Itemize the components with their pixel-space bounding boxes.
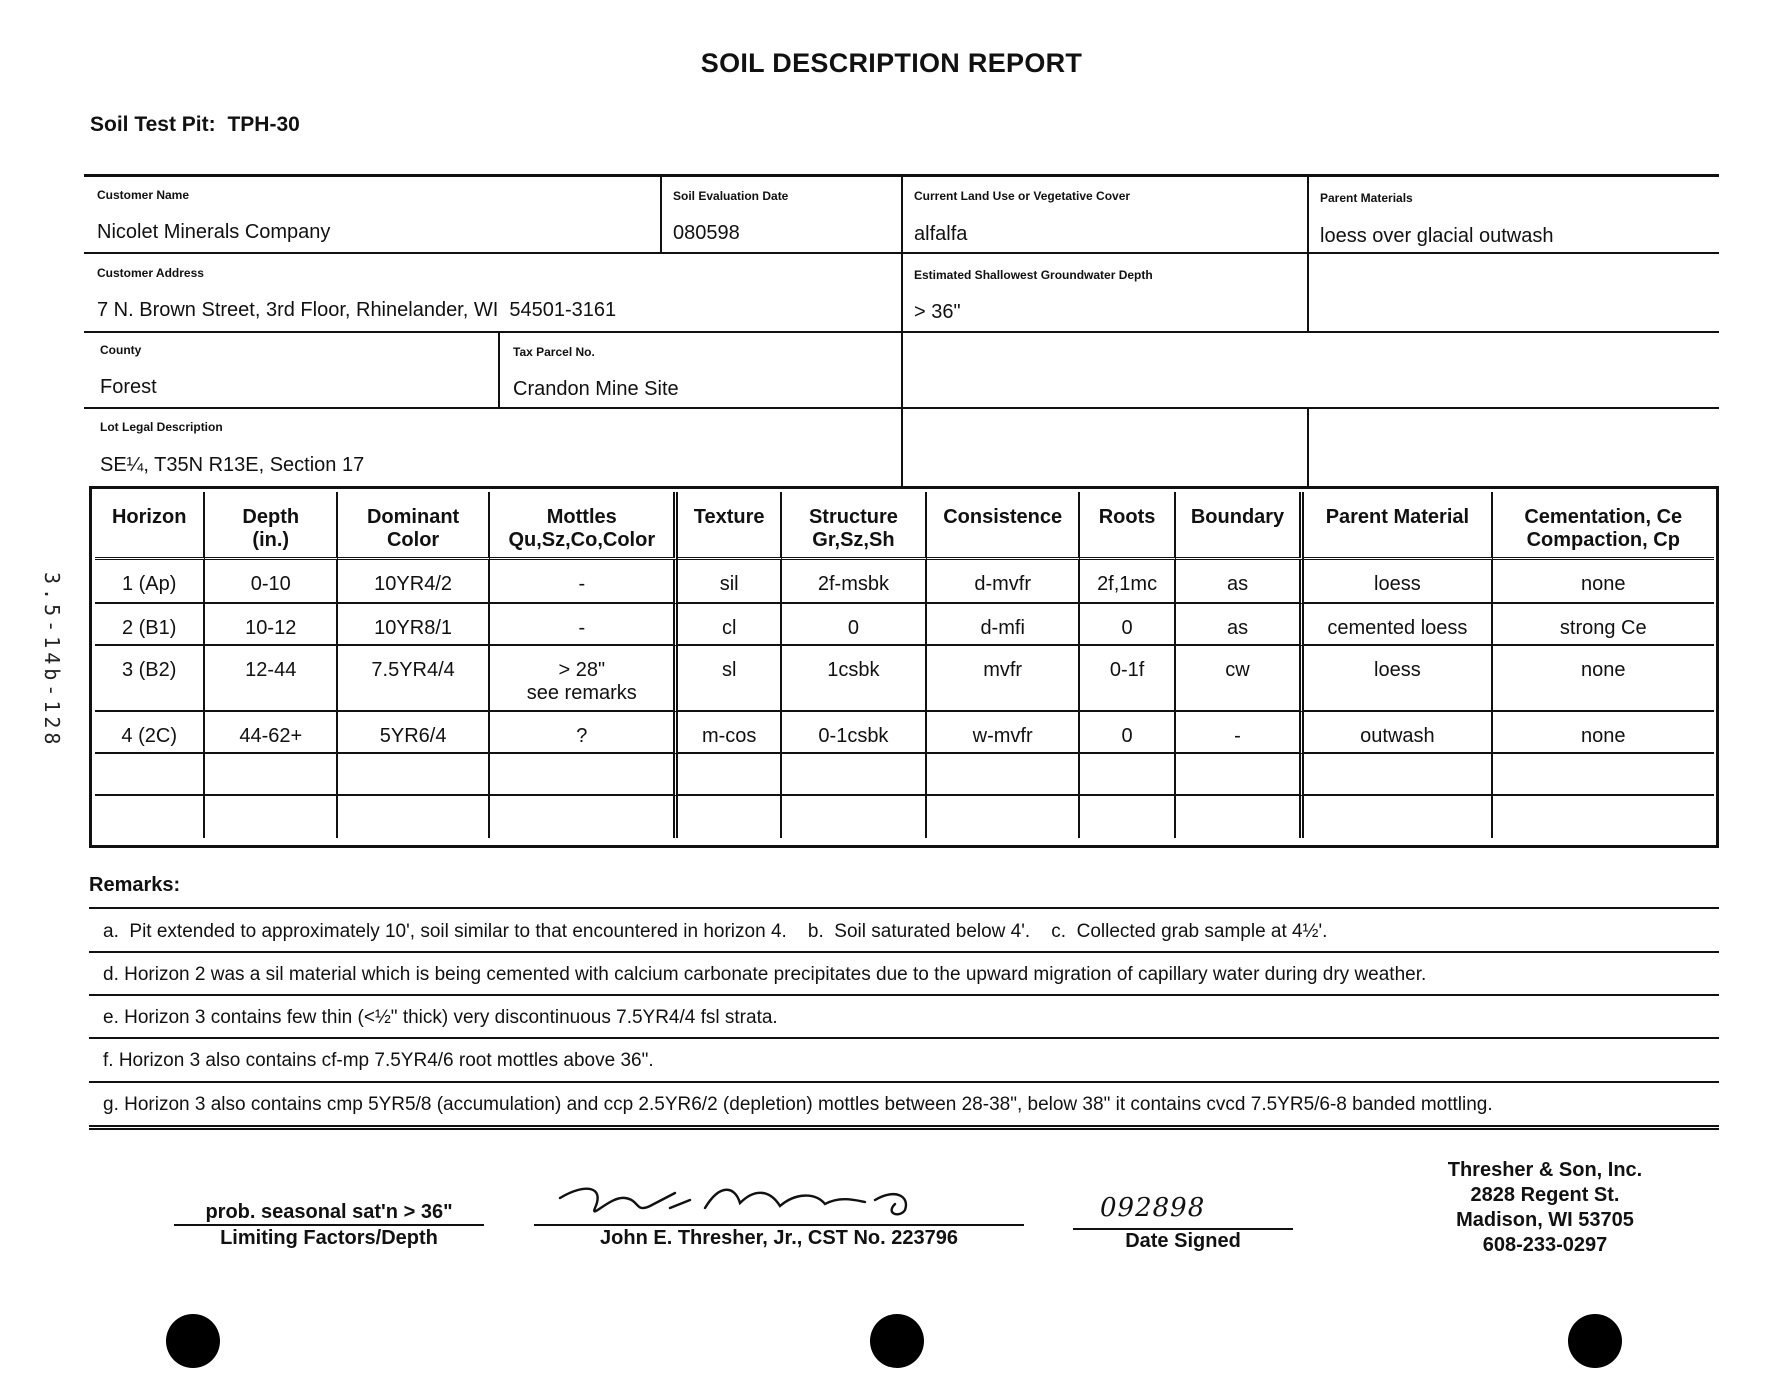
remarks-line-3 xyxy=(89,1037,1719,1039)
column-header-line: Texture xyxy=(693,506,765,528)
table-cell xyxy=(490,646,678,712)
cell-line: 2 (B1) xyxy=(121,617,177,639)
column-header-line: Boundary xyxy=(1190,506,1285,528)
soil-test-pit-value: TPH-30 xyxy=(227,113,300,136)
column-header-line: Gr,Sz,Sh xyxy=(812,529,895,551)
cell-line: 1 (Ap) xyxy=(121,573,177,595)
cell-line: 10-12 xyxy=(245,617,297,639)
table-cell xyxy=(782,604,927,646)
table-row xyxy=(95,604,1714,646)
cell-line: d-mfi xyxy=(980,617,1025,639)
table-cell xyxy=(490,604,678,646)
table-cell xyxy=(95,712,205,754)
table-cell xyxy=(205,604,338,646)
table-row xyxy=(95,712,1714,754)
lot-legal-value: SE¼, T35N R13E, Section 17 xyxy=(100,454,365,476)
column-header xyxy=(1176,492,1304,560)
cell-line: cemented loess xyxy=(1327,617,1468,639)
cell-line: - xyxy=(578,617,586,639)
table-cell xyxy=(95,604,205,646)
cell-line: 2f,1mc xyxy=(1097,573,1158,595)
cell-line: - xyxy=(578,573,586,595)
table-cell xyxy=(205,796,338,838)
tax-parcel-value: Crandon Mine Site xyxy=(513,378,679,400)
table-row xyxy=(95,754,1714,796)
lot-legal-label: Lot Legal Description xyxy=(100,420,223,434)
customer-address-value: 7 N. Brown Street, 3rd Floor, Rhinelander, WI 54501-3161 xyxy=(97,299,617,321)
table-row xyxy=(95,796,1714,838)
column-header-line: Depth xyxy=(242,506,300,528)
table-cell xyxy=(927,560,1080,604)
header-col-divider-5 xyxy=(498,331,500,407)
cell-line: cw xyxy=(1225,659,1250,681)
table-cell xyxy=(1493,754,1714,796)
table-cell xyxy=(338,604,490,646)
table-cell xyxy=(678,560,781,604)
parent-materials-label: Parent Materials xyxy=(1320,191,1413,205)
table-cell xyxy=(1176,604,1304,646)
table-cell xyxy=(927,712,1080,754)
table-cell xyxy=(927,796,1080,838)
remark-f: f. Horizon 3 also contains cf-mp 7.5YR4/6 root mottles above 36". xyxy=(103,1050,654,1071)
table-cell xyxy=(338,754,490,796)
cell-line: - xyxy=(1234,725,1241,747)
table-cell xyxy=(678,796,781,838)
header-col-divider-4 xyxy=(1307,407,1309,486)
table-cell xyxy=(1080,560,1175,604)
groundwater-depth-value: > 36" xyxy=(914,301,961,323)
column-header-line: Structure xyxy=(808,506,898,528)
cell-line: 0 xyxy=(847,617,859,639)
cell-line: 0-10 xyxy=(250,573,291,595)
table-cell xyxy=(678,754,781,796)
table-row xyxy=(95,560,1714,604)
county-value: Forest xyxy=(100,376,157,398)
table-cell xyxy=(782,560,927,604)
cell-line: m-cos xyxy=(701,725,757,747)
table-cell xyxy=(1493,796,1714,838)
table-cell xyxy=(1304,796,1492,838)
remarks-line-top xyxy=(89,907,1719,909)
remarks-heading: Remarks: xyxy=(89,874,181,896)
company-block xyxy=(1385,1158,1705,1258)
cell-line: 0-1csbk xyxy=(818,725,889,747)
signature-line xyxy=(534,1224,1024,1226)
cell-line: 10YR8/1 xyxy=(374,617,453,639)
table-cell xyxy=(338,712,490,754)
cell-line: sl xyxy=(721,659,737,681)
table-cell xyxy=(678,646,781,712)
table-cell xyxy=(95,560,205,604)
header-col-divider-3 xyxy=(1307,174,1309,331)
table-cell xyxy=(1176,754,1304,796)
cell-line: loess xyxy=(1374,659,1421,681)
cell-line: loess xyxy=(1374,573,1421,595)
cell-line: 0 xyxy=(1121,725,1133,747)
soil-test-pit-label: Soil Test Pit: xyxy=(90,113,216,136)
column-header xyxy=(1304,492,1492,560)
table-cell xyxy=(1176,712,1304,754)
cell-line: 1csbk xyxy=(827,659,880,681)
column-header-line: Mottles xyxy=(546,506,617,528)
limiting-factors-value: prob. seasonal sat'n > 36" xyxy=(205,1201,453,1223)
column-header-line: Roots xyxy=(1098,506,1156,528)
cell-line: 0-1f xyxy=(1109,659,1145,681)
cell-line: sil xyxy=(719,573,739,595)
table-cell xyxy=(205,712,338,754)
column-header-line: Parent Material xyxy=(1325,506,1470,528)
column-header-line: Qu,Sz,Co,Color xyxy=(508,529,656,551)
column-header-line: (in.) xyxy=(252,529,290,551)
column-header-line: Horizon xyxy=(111,506,187,528)
cell-line: 7.5YR4/4 xyxy=(371,659,455,681)
side-stamp: 3.5-14b-128 xyxy=(40,572,64,749)
table-cell xyxy=(338,796,490,838)
cell-line: 5YR6/4 xyxy=(379,725,447,747)
table-cell xyxy=(927,646,1080,712)
table-cell xyxy=(1080,754,1175,796)
column-header xyxy=(678,492,781,560)
table-cell xyxy=(95,754,205,796)
county-label: County xyxy=(100,343,142,357)
company-name: Thresher & Son, Inc. xyxy=(1447,1159,1643,1181)
cell-line: mvfr xyxy=(983,659,1023,681)
soil-evaluation-date-value: 080598 xyxy=(673,222,740,244)
customer-address-label: Customer Address xyxy=(97,266,204,280)
horizons-table xyxy=(95,492,1714,838)
table-cell xyxy=(95,646,205,712)
cell-line: 3 (B2) xyxy=(121,659,177,681)
column-header xyxy=(1080,492,1175,560)
table-cell xyxy=(1080,712,1175,754)
cell-line: 44-62+ xyxy=(239,725,303,747)
cell-line: as xyxy=(1226,617,1249,639)
column-header xyxy=(338,492,490,560)
table-cell xyxy=(1304,560,1492,604)
signature-scribble xyxy=(555,1178,975,1228)
groundwater-depth-label: Estimated Shallowest Groundwater Depth xyxy=(914,268,1153,282)
cell-line: 2f-msbk xyxy=(817,573,889,595)
table-cell xyxy=(490,712,678,754)
remarks-line-1 xyxy=(89,951,1719,953)
table-cell xyxy=(1304,604,1492,646)
column-header-line: Color xyxy=(386,529,440,551)
remark-g: g. Horizon 3 also contains cmp 5YR5/8 (accumulation) and ccp 2.5YR6/2 (depletion) mottles between 28-38", below 38" it contains cvcd 7.5YR5/6-8 banded mottling. xyxy=(103,1094,1493,1115)
company-phone: 608-233-0297 xyxy=(1482,1234,1608,1256)
table-cell xyxy=(490,754,678,796)
table-cell xyxy=(490,560,678,604)
column-header-line: Consistence xyxy=(943,506,1063,528)
table-cell xyxy=(1080,604,1175,646)
remarks-line-2 xyxy=(89,994,1719,996)
cell-line: 10YR4/2 xyxy=(374,573,453,595)
table-cell xyxy=(1493,560,1714,604)
cell-line: d-mvfr xyxy=(974,573,1031,595)
table-cell xyxy=(205,560,338,604)
column-header xyxy=(490,492,678,560)
cell-line: none xyxy=(1581,725,1626,747)
date-signed-label: Date Signed xyxy=(1125,1230,1241,1252)
date-signed-value: 092898 xyxy=(1100,1193,1206,1223)
table-cell xyxy=(782,796,927,838)
table-cell xyxy=(205,754,338,796)
table-cell xyxy=(1493,604,1714,646)
header-col-divider-1 xyxy=(660,174,662,252)
table-cell xyxy=(95,796,205,838)
column-header-line: Compaction, Cp xyxy=(1526,529,1680,551)
remark-e: e. Horizon 3 contains few thin (<½" thick) very discontinuous 7.5YR4/4 fsl strata. xyxy=(103,1007,778,1028)
column-header xyxy=(927,492,1080,560)
column-header xyxy=(782,492,927,560)
column-header-line: Cementation, Ce xyxy=(1524,506,1683,528)
header-col-divider-2 xyxy=(901,174,903,486)
table-cell xyxy=(1080,796,1175,838)
table-cell xyxy=(338,560,490,604)
customer-name-value: Nicolet Minerals Company xyxy=(97,221,331,243)
remarks-line-4 xyxy=(89,1081,1719,1083)
land-use-label: Current Land Use or Vegetative Cover xyxy=(914,189,1131,203)
cell-line: 12-44 xyxy=(245,659,297,681)
column-header xyxy=(95,492,205,560)
cell-line: as xyxy=(1226,573,1249,595)
punch-hole-center xyxy=(870,1314,924,1368)
tax-parcel-label: Tax Parcel No. xyxy=(513,345,595,359)
table-cell xyxy=(1304,712,1492,754)
table-cell xyxy=(927,754,1080,796)
page-title: SOIL DESCRIPTION REPORT xyxy=(700,48,1083,78)
limiting-factors-line xyxy=(174,1224,484,1226)
table-cell xyxy=(1176,560,1304,604)
table-cell xyxy=(678,712,781,754)
table-cell xyxy=(338,646,490,712)
table-cell xyxy=(1493,646,1714,712)
cell-line: cl xyxy=(721,617,737,639)
column-header xyxy=(205,492,338,560)
punch-hole-right xyxy=(1568,1314,1622,1368)
table-cell xyxy=(1176,796,1304,838)
table-cell xyxy=(490,796,678,838)
cell-line: 0 xyxy=(1121,617,1133,639)
table-cell xyxy=(678,604,781,646)
cell-line: none xyxy=(1581,573,1626,595)
table-cell xyxy=(782,646,927,712)
cell-line: see remarks xyxy=(526,682,637,704)
table-cell xyxy=(1080,646,1175,712)
table-cell xyxy=(1304,646,1492,712)
table-cell xyxy=(1304,754,1492,796)
punch-hole-left xyxy=(166,1314,220,1368)
table-cell xyxy=(205,646,338,712)
table-cell xyxy=(1176,646,1304,712)
soil-test-pit xyxy=(84,113,300,137)
remark-a: a. Pit extended to approximately 10', soil similar to that encountered in horizon 4. b. Soil saturated below 4'. c. Collected grab sample at 4½'. xyxy=(103,921,1328,942)
column-header-line: Dominant xyxy=(366,506,460,528)
cell-line: 4 (2C) xyxy=(121,725,177,747)
column-header xyxy=(1493,492,1714,560)
cell-line: none xyxy=(1581,659,1626,681)
remark-d: d. Horizon 2 was a sil material which is being cemented with calcium carbonate precipitates due to the upward migration of capillary water during dry weather. xyxy=(103,964,1427,985)
parent-materials-value: loess over glacial outwash xyxy=(1320,225,1554,247)
cell-line: > 28" xyxy=(558,659,606,681)
table-cell xyxy=(782,754,927,796)
cell-line: w-mvfr xyxy=(972,725,1033,747)
signer-name: John E. Thresher, Jr., CST No. 223796 xyxy=(600,1227,958,1249)
cell-line: outwash xyxy=(1360,725,1435,747)
cell-line: ? xyxy=(576,725,588,747)
company-street: 2828 Regent St. xyxy=(1470,1184,1620,1206)
table-cell xyxy=(927,604,1080,646)
table-cell xyxy=(782,712,927,754)
company-city: Madison, WI 53705 xyxy=(1456,1209,1634,1231)
customer-name-label: Customer Name xyxy=(97,188,190,202)
soil-evaluation-date-label: Soil Evaluation Date xyxy=(673,189,789,203)
cell-line: strong Ce xyxy=(1559,617,1647,639)
table-cell xyxy=(1493,712,1714,754)
limiting-factors-caption: Limiting Factors/Depth xyxy=(220,1227,438,1249)
remarks-line-bottom xyxy=(89,1125,1719,1130)
land-use-value: alfalfa xyxy=(914,223,968,245)
table-row xyxy=(95,646,1714,712)
